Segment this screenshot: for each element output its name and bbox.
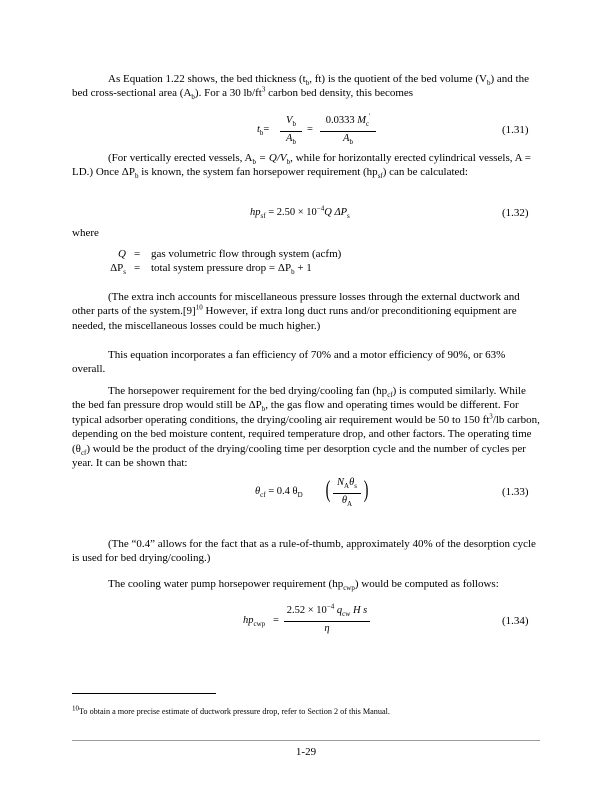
right-paren: ): [363, 477, 369, 503]
eq131-num1: $V_b$: [286, 115, 296, 129]
footnote-mark: 10: [72, 704, 79, 713]
paragraph-bed-thickness: As Equation 1.22 shows, the bed thickness ($t_b$, ft) is the quotient of the bed volume $(V_b)$ and the bed cross-sectional area $(A_b)$. For a 30 $lb/ft^3$ carbon bed density, this becomes: [72, 73, 529, 102]
paragraph-drying-cooling: The horsepower requirement for the bed drying/cooling fan $(hp_{cf})$ is computed similarly. While the bed fan pressure drop would still be $\Delta P_b$, the gas flow and operating times would be different. For typical adsorber operating conditions, the drying/cooling air requirement would be 50 to 150 $ft^3/lb$ carbon, depending on the bed moisture content, required temperature drop, and other factors. The operating time $(\theta_{cf})$ would be the product of the drying/cooling time per desorption cycle and the number of cycles per year. It can be shown that:: [72, 385, 540, 470]
eq131-lhs: $t_b=$: [257, 124, 270, 138]
eq131-den2: $A_b$: [343, 133, 353, 147]
eq133-number: (1.33): [502, 486, 529, 498]
page-footer-divider: [72, 740, 540, 741]
eq131-number: (1.31): [502, 124, 529, 136]
eq134-lhs: $hp_{cwp}$: [243, 615, 266, 629]
eq133-bar: [333, 493, 361, 494]
paragraph-pump: The cooling water pump horsepower requirement $(hp_{cwp})$ would be computed as follows:: [108, 578, 499, 593]
eq133-lhs: $\theta_{cf} = 0.4$ $\theta_D$: [255, 486, 303, 500]
footnote-text: To obtain a more precise estimate of ductwork pressure drop, refer to Section 2 of this Manual.: [79, 707, 390, 716]
left-paren: (: [325, 477, 331, 503]
definition-equals: =: [134, 262, 141, 274]
eq133-den: $\theta_A$: [341, 495, 353, 509]
footnote-divider: [72, 693, 216, 694]
eq134-bar: [284, 621, 370, 622]
eq132-number: (1.32): [502, 207, 529, 219]
definition-equals: =: [134, 248, 141, 260]
eq131-bar2: [320, 131, 376, 132]
definition-text: gas volumetric flow through system (acfm): [151, 248, 342, 260]
paragraph-vessels: (For vertically erected vessels, $A_b = Q/V_b$, while for horizontally erected cylindrical vessels, A = LD.) Once $\Delta P_b$ is known, the system fan horsepower requirement $(hp_{sf})$ can be calculated:: [72, 152, 531, 181]
definition-text: total system pressure drop = $\Delta P_b + 1$: [151, 262, 312, 277]
footnote: [72, 704, 390, 716]
eq133-num: $N_A\theta_s$: [337, 477, 357, 491]
definition-symbol: Q: [118, 248, 126, 260]
eq131-bar1: [280, 131, 302, 132]
eq132-body: $hp_{sf} = 2.50 \times 10^{-4}Q$ $\Delta P_s$: [250, 204, 350, 221]
eq134-num: $2.52 \times 10^{-4}$ $q_{cw}$ H s: [286, 602, 368, 619]
paragraph-rule-of-thumb: (The “0.4” allows for the fact that as a rule-of-thumb, approximately 40% of the desorption cycle is used for bed drying/cooling.): [72, 538, 536, 565]
eq131-num2: 0.0333 $M_c'$: [325, 112, 371, 129]
eq134-den: η: [324, 623, 330, 634]
paragraph-efficiency: This equation incorporates a fan efficiency of 70% and a motor efficiency of 90%, or 63% overall.: [72, 349, 506, 376]
eq134-equals: =: [273, 615, 279, 626]
eq131-equals: =: [307, 124, 313, 135]
paragraph-extra-inch: (The extra inch accounts for miscellaneous pressure losses through the external ductwork and other parts of the $system.[9]^{10}$ However, if extra long duct runs and/or preconditioning equipment are needed, the miscellaneous losses could be much higher.): [72, 291, 520, 332]
eq131-den1: $A_b$: [286, 133, 296, 147]
eq134-number: (1.34): [502, 615, 529, 627]
definition-symbol: $\Delta P_s$: [110, 262, 126, 277]
page-number: 1-29: [295, 746, 317, 758]
where-label: where: [72, 227, 99, 239]
